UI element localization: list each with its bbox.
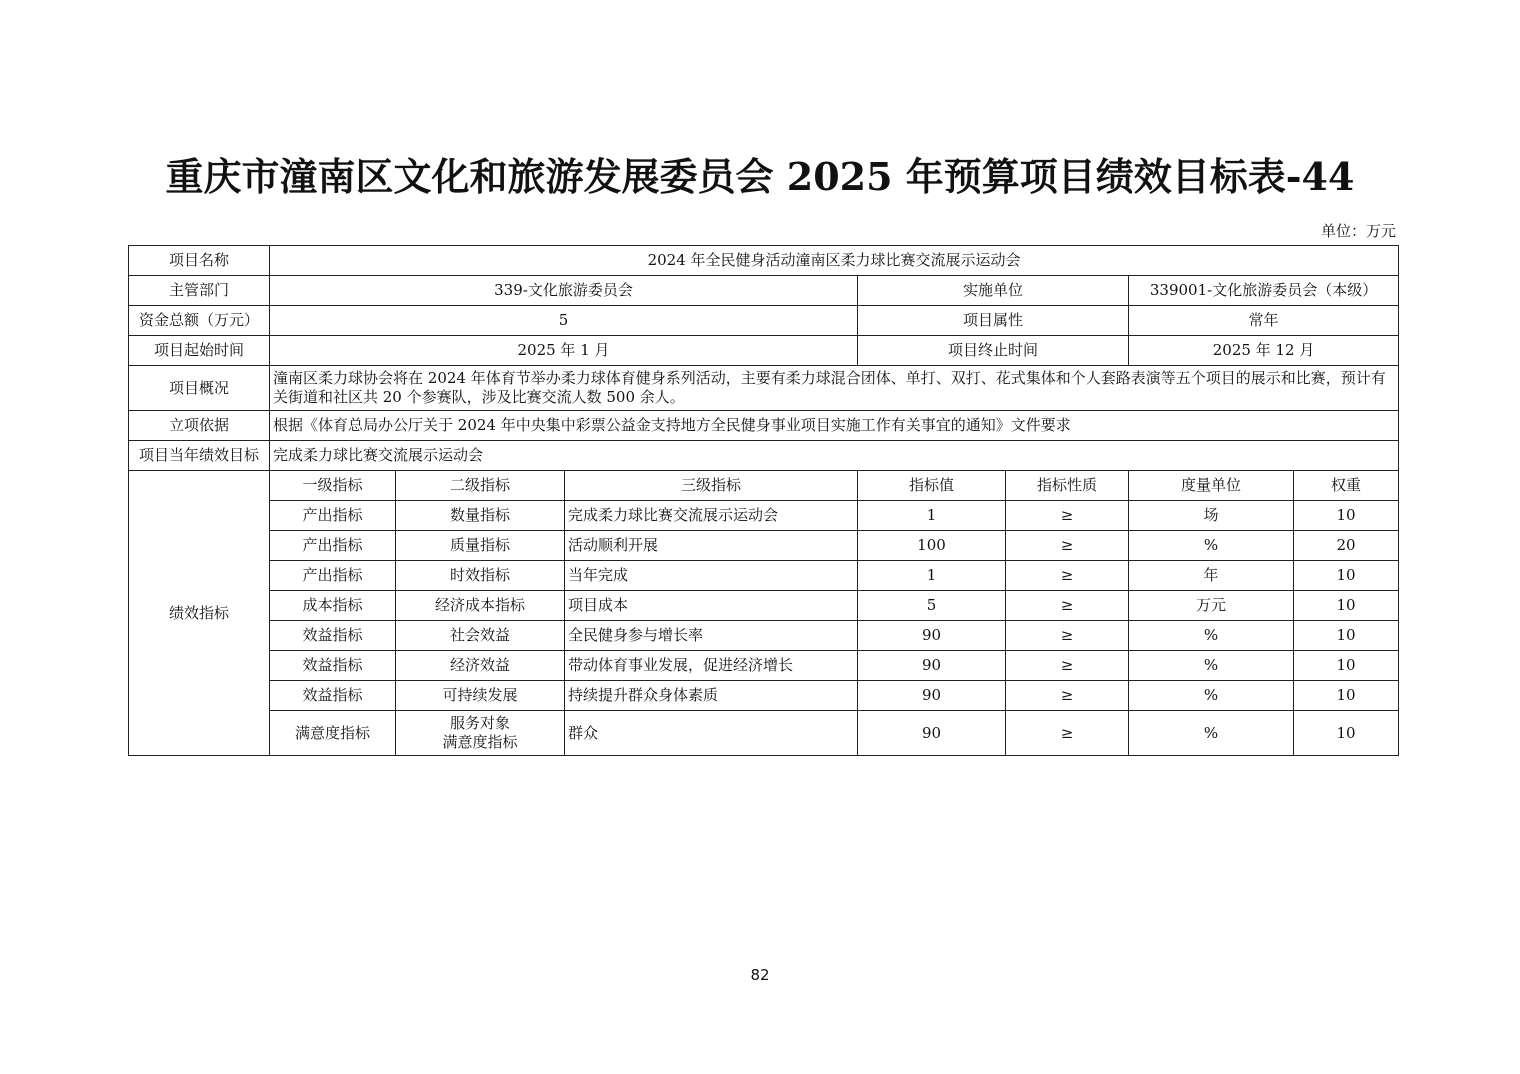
perf-unit: 年: [1129, 561, 1294, 591]
overview-label: 项目概况: [129, 366, 270, 411]
perf-weight: 10: [1294, 501, 1399, 531]
row-period: [129, 336, 1399, 366]
start-value: 2025 年 1 月: [270, 336, 858, 366]
impl-value: 339001-文化旅游委员会（本级）: [1129, 276, 1399, 306]
performance-target-table: [128, 245, 1399, 756]
perf-l2: 质量指标: [396, 531, 565, 561]
perf-row: [129, 591, 1399, 621]
perf-weight: 10: [1294, 681, 1399, 711]
perf-l1: 满意度指标: [270, 711, 396, 756]
perf-row: [129, 531, 1399, 561]
row-project-name: [129, 246, 1399, 276]
project-name-label: 项目名称: [129, 246, 270, 276]
perf-l2: 时效指标: [396, 561, 565, 591]
perf-unit: %: [1129, 651, 1294, 681]
end-value: 2025 年 12 月: [1129, 336, 1399, 366]
header-value: 指标值: [858, 471, 1006, 501]
perf-l3: 活动顺利开展: [565, 531, 858, 561]
perf-l1: 效益指标: [270, 681, 396, 711]
perf-l1: 产出指标: [270, 501, 396, 531]
perf-row: [129, 501, 1399, 531]
perf-weight: 10: [1294, 711, 1399, 756]
perf-value: 100: [858, 531, 1006, 561]
perf-unit: 万元: [1129, 591, 1294, 621]
perf-l1: 成本指标: [270, 591, 396, 621]
row-funds: [129, 306, 1399, 336]
perf-value: 90: [858, 621, 1006, 651]
header-unit: 度量单位: [1129, 471, 1294, 501]
perf-row: [129, 621, 1399, 651]
perf-l1: 产出指标: [270, 561, 396, 591]
basis-value: 根据《体育总局办公厅关于 2024 年中央集中彩票公益金支持地方全民健身事业项目实施工作有关事宜的通知》文件要求: [270, 411, 1399, 441]
row-goal: [129, 441, 1399, 471]
goal-value: 完成柔力球比赛交流展示运动会: [270, 441, 1399, 471]
row-basis: [129, 411, 1399, 441]
header-nature: 指标性质: [1006, 471, 1129, 501]
perf-value: 90: [858, 711, 1006, 756]
header-l1: 一级指标: [270, 471, 396, 501]
attr-value: 常年: [1129, 306, 1399, 336]
perf-l3: 当年完成: [565, 561, 858, 591]
page-number: 82: [750, 966, 770, 984]
perf-l3: 群众: [565, 711, 858, 756]
perf-weight: 10: [1294, 591, 1399, 621]
perf-unit: %: [1129, 621, 1294, 651]
header-l3: 三级指标: [565, 471, 858, 501]
project-name-value: 2024 年全民健身活动潼南区柔力球比赛交流展示运动会: [270, 246, 1399, 276]
perf-l1: 效益指标: [270, 621, 396, 651]
perf-value: 1: [858, 561, 1006, 591]
perf-l2-line2: 满意度指标: [442, 733, 518, 751]
perf-nature: ≥: [1006, 531, 1129, 561]
dept-value: 339-文化旅游委员会: [270, 276, 858, 306]
perf-l1: 产出指标: [270, 531, 396, 561]
row-department: [129, 276, 1399, 306]
perf-row: [129, 651, 1399, 681]
perf-l2: [396, 711, 565, 756]
perf-l2-line1: 服务对象: [449, 714, 510, 732]
perf-nature: ≥: [1006, 681, 1129, 711]
perf-nature: ≥: [1006, 651, 1129, 681]
perf-value: 1: [858, 501, 1006, 531]
funds-value: 5: [270, 306, 858, 336]
perf-unit: %: [1129, 711, 1294, 756]
perf-l3: 持续提升群众身体素质: [565, 681, 858, 711]
perf-row: [129, 711, 1399, 756]
goal-label: 项目当年绩效目标: [129, 441, 270, 471]
row-overview: [129, 366, 1399, 411]
perf-l2: 可持续发展: [396, 681, 565, 711]
perf-l2: 经济成本指标: [396, 591, 565, 621]
impl-label: 实施单位: [858, 276, 1129, 306]
perf-weight: 10: [1294, 561, 1399, 591]
funds-label: 资金总额（万元）: [129, 306, 270, 336]
perf-nature: ≥: [1006, 561, 1129, 591]
perf-nature: ≥: [1006, 501, 1129, 531]
basis-label: 立项依据: [129, 411, 270, 441]
start-label: 项目起始时间: [129, 336, 270, 366]
perf-weight: 10: [1294, 621, 1399, 651]
perf-l3: 完成柔力球比赛交流展示运动会: [565, 501, 858, 531]
perf-nature: ≥: [1006, 711, 1129, 756]
perf-l2: 经济效益: [396, 651, 565, 681]
perf-value: 90: [858, 681, 1006, 711]
page-title: 重庆市潼南区文化和旅游发展委员会 2025 年预算项目绩效目标表-44: [165, 154, 1355, 199]
perf-l2: 数量指标: [396, 501, 565, 531]
overview-value: 潼南区柔力球协会将在 2024 年体育节举办柔力球体育健身系列活动，主要有柔力球混合团体、单打、双打、花式集体和个人套路表演等五个项目的展示和比赛，预计有关街道和社区共 20 个参赛队，涉及比赛交流人数 500 余人。: [270, 366, 1399, 411]
perf-row: [129, 681, 1399, 711]
perf-l2: 社会效益: [396, 621, 565, 651]
perf-weight: 20: [1294, 531, 1399, 561]
perf-l3: 带动体育事业发展，促进经济增长: [565, 651, 858, 681]
perf-l3: 项目成本: [565, 591, 858, 621]
attr-label: 项目属性: [858, 306, 1129, 336]
perf-unit: %: [1129, 681, 1294, 711]
perf-row: [129, 561, 1399, 591]
perf-value: 90: [858, 651, 1006, 681]
perf-header-row: [129, 471, 1399, 501]
dept-label: 主管部门: [129, 276, 270, 306]
perf-l1: 效益指标: [270, 651, 396, 681]
perf-nature: ≥: [1006, 621, 1129, 651]
perf-unit: %: [1129, 531, 1294, 561]
perf-unit: 场: [1129, 501, 1294, 531]
perf-weight: 10: [1294, 651, 1399, 681]
header-weight: 权重: [1294, 471, 1399, 501]
perf-value: 5: [858, 591, 1006, 621]
perf-l3: 全民健身参与增长率: [565, 621, 858, 651]
header-l2: 二级指标: [396, 471, 565, 501]
perf-nature: ≥: [1006, 591, 1129, 621]
perf-section-label: 绩效指标: [129, 471, 270, 756]
end-label: 项目终止时间: [858, 336, 1129, 366]
unit-note: 单位：万元: [1320, 222, 1396, 240]
